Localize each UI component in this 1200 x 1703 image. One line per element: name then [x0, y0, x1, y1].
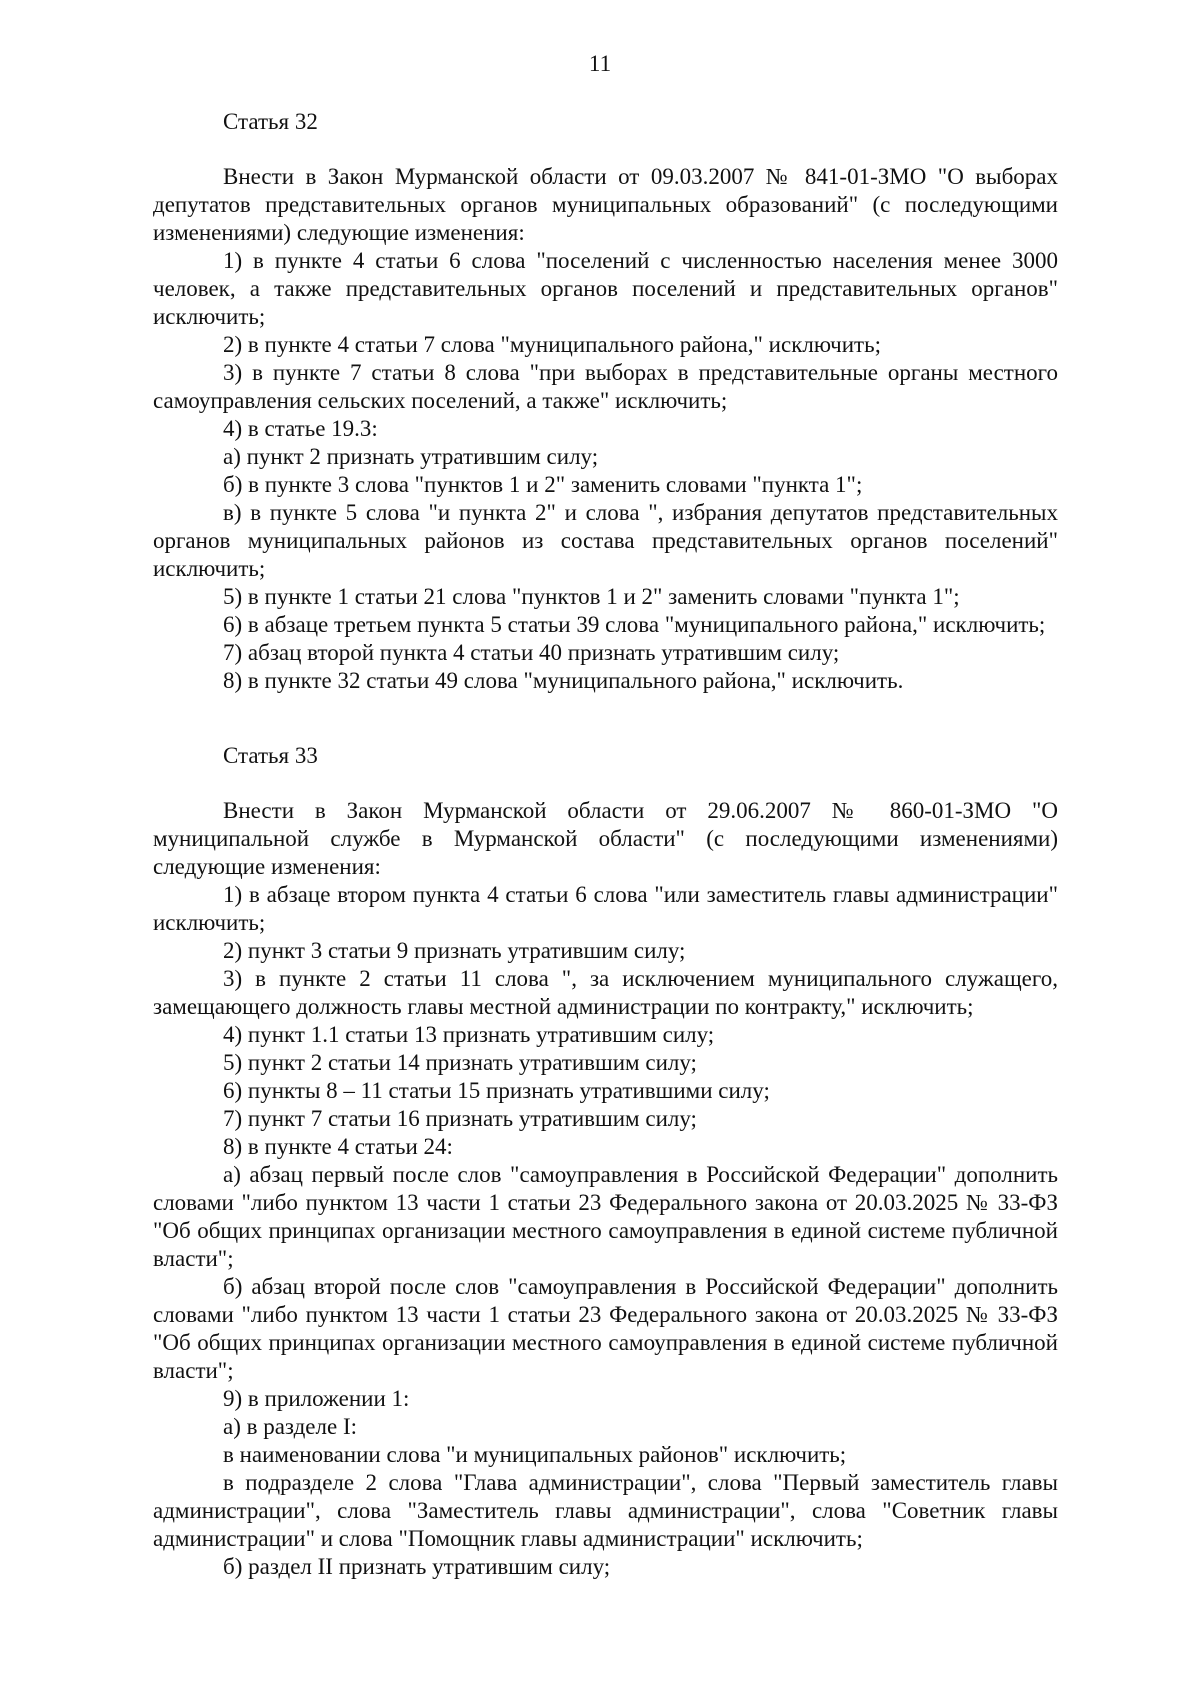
article-paragraph: Внести в Закон Мурманской области от 29.06.2007 № 860-01-ЗМО "О муниципальной службе в Мурманской области" (с последующими изменениями) следующие изменения: — [153, 798, 1058, 879]
article-paragraph: а) в разделе I: — [223, 1414, 358, 1439]
article-title: Статья 33 — [223, 743, 318, 768]
article-paragraph: 2) в пункте 4 статьи 7 слова "муниципального района," исключить; — [223, 332, 881, 357]
article-paragraph: 1) в пункте 4 статьи 6 слова "поселений с численностью населения менее 3000 человек, а также представительных органов поселений и представительных органов" исключить; — [153, 248, 1058, 329]
article-paragraph: 5) в пункте 1 статьи 21 слова "пунктов 1 и 2" заменить словами "пункта 1"; — [223, 584, 960, 609]
article-paragraph: б) в пункте 3 слова "пунктов 1 и 2" заменить словами "пункта 1"; — [223, 472, 863, 497]
article-paragraph: 6) в абзаце третьем пункта 5 статьи 39 слова "муниципального района," исключить; — [223, 612, 1046, 637]
article-paragraph: 4) пункт 1.1 статьи 13 признать утратившим силу; — [223, 1022, 715, 1047]
article-paragraph: 3) в пункте 7 статьи 8 слова "при выборах в представительные органы местного самоуправления сельских поселений, а также" исключить; — [153, 360, 1058, 413]
article-paragraph: 8) в пункте 32 статьи 49 слова "муниципального района," исключить. — [223, 668, 904, 693]
article-paragraph: 5) пункт 2 статьи 14 признать утратившим силу; — [223, 1050, 697, 1075]
article-paragraph: 8) в пункте 4 статьи 24: — [223, 1134, 453, 1159]
article-paragraph: 7) абзац второй пункта 4 статьи 40 признать утратившим силу; — [223, 640, 840, 665]
article-paragraph: 4) в статье 19.3: — [223, 416, 378, 441]
article-paragraph: а) абзац первый после слов "самоуправления в Российской Федерации" дополнить словами "либо пунктом 13 части 1 статьи 23 Федерального закона от 20.03.2025 № 33-ФЗ "Об общих принципах организации местного самоуправления в единой системе публичной власти"; — [153, 1162, 1058, 1271]
article-paragraph: 6) пункты 8 – 11 статьи 15 признать утратившими силу; — [223, 1078, 770, 1103]
article-paragraph: 1) в абзаце втором пункта 4 статьи 6 слова "или заместитель главы администрации" исключить; — [153, 882, 1058, 935]
article-33 — [153, 742, 1058, 1581]
article-paragraph: 9) в приложении 1: — [223, 1386, 410, 1411]
article-paragraph: Внести в Закон Мурманской области от 09.03.2007 № 841-01-ЗМО "О выборах депутатов представительных органов муниципальных образований" (с последующими изменениями) следующие изменения: — [153, 164, 1058, 245]
article-paragraph: 7) пункт 7 статьи 16 признать утратившим силу; — [223, 1106, 697, 1131]
article-title: Статья 32 — [223, 109, 318, 134]
article-paragraph: в наименовании слова "и муниципальных районов" исключить; — [223, 1442, 847, 1467]
article-paragraph: в) в пункте 5 слова "и пункта 2" и слова ", избрания депутатов представительных органов муниципальных районов из состава представительных органов поселений" исключить; — [153, 500, 1058, 581]
article-paragraph: а) пункт 2 признать утратившим силу; — [223, 444, 599, 469]
article-paragraph: в подразделе 2 слова "Глава администрации", слова "Первый заместитель главы администрации", слова "Заместитель главы администрации", слова "Советник главы администрации" и слова "Помощник главы администрации" исключить; — [153, 1470, 1058, 1551]
article-paragraph: б) абзац второй после слов "самоуправления в Российской Федерации" дополнить словами "либо пунктом 13 части 1 статьи 23 Федерального закона от 20.03.2025 № 33-ФЗ "Об общих принципах организации местного самоуправления в единой системе публичной власти"; — [153, 1274, 1058, 1383]
article-32 — [153, 108, 1058, 695]
article-paragraph: б) раздел II признать утратившим силу; — [223, 1554, 611, 1579]
article-paragraph: 2) пункт 3 статьи 9 признать утратившим силу; — [223, 938, 686, 963]
article-paragraph: 3) в пункте 2 статьи 11 слова ", за исключением муниципального служащего, замещающего должность главы местной администрации по контракту," исключить; — [153, 966, 1058, 1019]
page-number: 11 — [588, 51, 612, 76]
